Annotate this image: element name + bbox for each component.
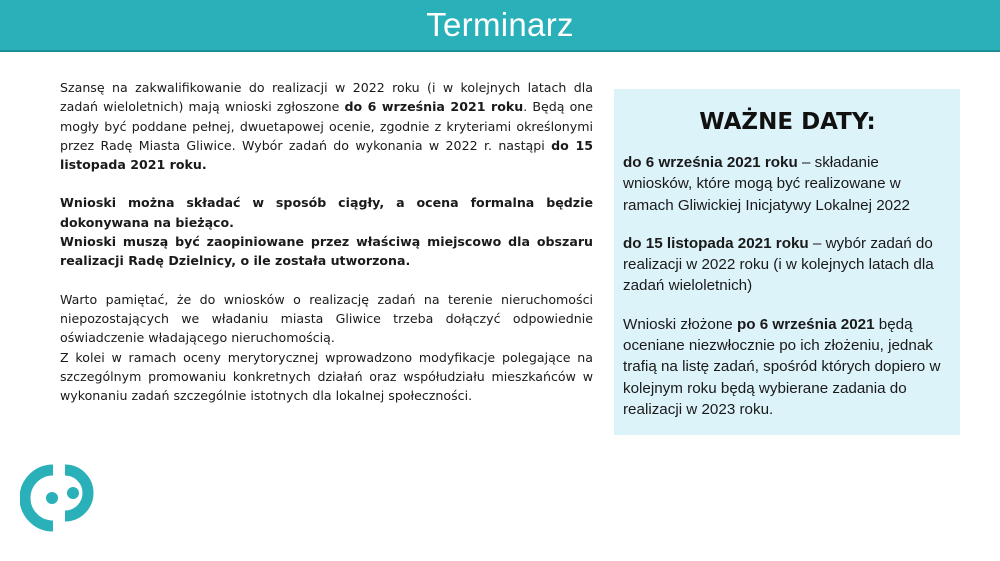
box-title: WAŻNE DATY:	[699, 109, 876, 135]
date-label: do 15 listopada 2021 roku	[623, 234, 809, 252]
bold-text: Wnioski można składać w sposób ciągły, a ocena formalna będzie dokonywana na bieżąco.	[60, 195, 593, 230]
bold-date-sept: do 6 września 2021 roku	[344, 99, 524, 115]
paragraph-deadlines	[60, 78, 593, 174]
header-bar	[0, 0, 1000, 52]
page-title: Terminarz	[426, 6, 574, 43]
date-desc: – wybór zadań do realizacji w 2022 roku (i w kolejnych latach dla zadań wieloletnich)	[623, 234, 934, 295]
date-label: po 6 września 2021	[736, 315, 875, 333]
date-desc: – składanie wniosków, które mogą być realizowane w ramach Gliwickiej Inicjatywy Lokalnej 2022	[623, 154, 910, 214]
bold-text: Wnioski muszą być zaopiniowane przez właściwą miejscowo dla obszaru realizacji Radę Dzielnicy, o ile została utworzona.	[60, 234, 593, 269]
text-segment: . Będą one mogły być poddane pełnej, dwuetapowej ocenie, zgodnie z kryteriami określonymi przez Radę Miasta Gliwice. Wybór zadań do wykonania w 2022 r. nastąpi	[60, 99, 594, 153]
paragraph-continuous	[60, 193, 593, 232]
gil-logo-icon	[20, 456, 104, 540]
text-segment: będą oceniane niezwłocznie po ich złożeniu, jednak trafią na listę zadań, spośród których dopiero w kolejnym roku będą wybierane zadania do realizacji w 2023 roku.	[623, 315, 941, 418]
text-segment: Szansę na zakwalifikowanie do realizacji w 2022 roku (i w kolejnych latach dla zadań wieloletnich) mają wnioski zgłoszone	[60, 80, 593, 115]
important-dates-box	[614, 89, 960, 435]
text-segment: Wnioski złożone	[623, 315, 737, 333]
paragraph-opinion	[60, 232, 593, 271]
date-label: do 6 września 2021 roku	[623, 154, 798, 171]
paragraph-property: Warto pamiętać, że do wniosków o realizację zadań na terenie nieruchomości niepozostających we władaniu miasta Gliwice trzeba dołączyć odpowiednie oświadczenie władającego nieruchomością.	[60, 291, 593, 346]
bold-date-nov: do 15 listopada 2021 roku.	[60, 137, 594, 173]
main-text	[60, 78, 593, 405]
late-submission-note	[623, 314, 952, 420]
date-item-submission	[623, 152, 952, 216]
date-item-selection	[623, 233, 952, 297]
paragraph-evaluation: Z kolei w ramach oceny merytorycznej wprowadzono modyfikacje polegające na szczególnym promowaniu konkretnych działań oraz współudziału mieszkańców w wykonaniu zadań szczególnie istotnych dla lokalnej społeczności.	[60, 349, 593, 404]
